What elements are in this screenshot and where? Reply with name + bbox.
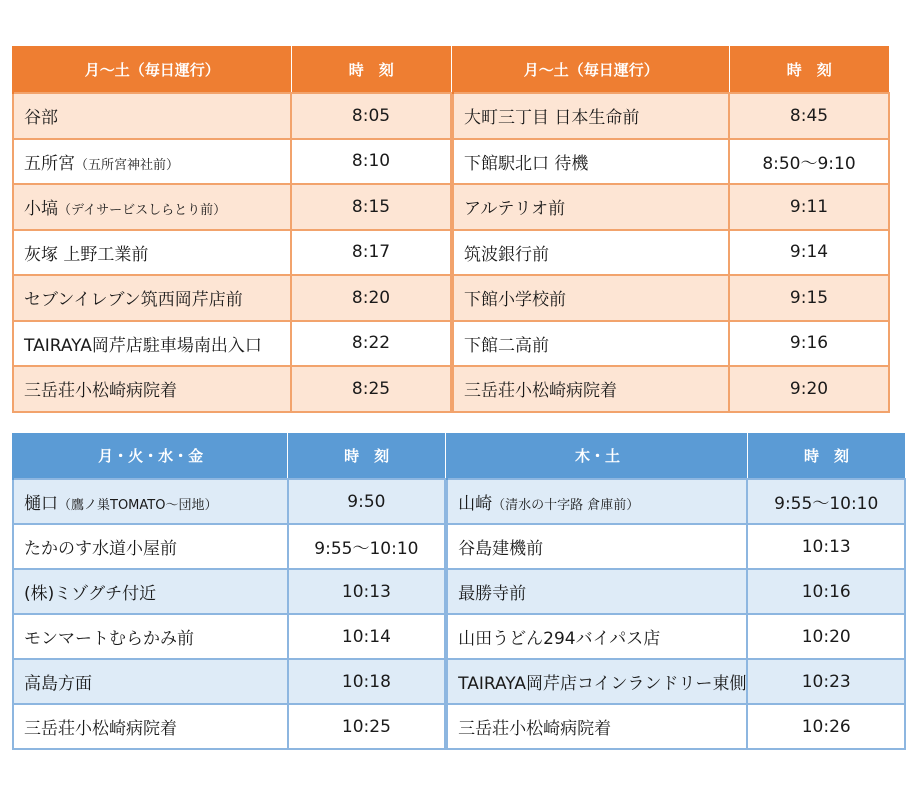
stop-time: 9:14: [729, 230, 889, 276]
stop-name: (株)ミゾグチ付近: [13, 569, 288, 614]
table-row: [13, 184, 889, 230]
stop-name: モンマートむらかみ前: [13, 614, 288, 659]
stop-name: 筑波銀行前: [453, 230, 729, 276]
stop-name: 三岳荘小松崎病院着: [447, 704, 747, 749]
weekday-left-route-header: 月～土（毎日運行）: [13, 46, 291, 93]
weekday-header-row: [13, 46, 889, 93]
stop-time: 8:10: [291, 139, 451, 185]
stop-time: 9:55～10:10: [288, 524, 446, 569]
stop-name: 灰塚 上野工業前: [13, 230, 291, 276]
stop-time: 10:25: [288, 704, 446, 749]
day-left-route-header: 月・火・水・金: [13, 433, 288, 479]
stop-note: （五所宮神社前）: [75, 157, 180, 173]
table-row: [13, 614, 905, 659]
weekday-right-route-header: 月～土（毎日運行）: [453, 46, 729, 93]
day-header-row: [13, 433, 905, 479]
stop-name: 高島方面: [13, 659, 288, 704]
stop-name: たかのす水道小屋前: [13, 524, 288, 569]
table-row: [13, 524, 905, 569]
table-row: [13, 139, 889, 185]
stop-time: 10:13: [747, 524, 905, 569]
day-left-time-header: 時 刻: [288, 433, 446, 479]
stop-name: 下館駅北口 待機: [453, 139, 729, 185]
table-row: [13, 275, 889, 321]
stop-name: 小塙（デイサービスしらとり前）: [13, 184, 291, 230]
stop-name: 三岳荘小松崎病院着: [453, 366, 729, 412]
stop-time: 10:18: [288, 659, 446, 704]
weekday-left-time-header: 時 刻: [291, 46, 451, 93]
stop-name: 下館二高前: [453, 321, 729, 367]
stop-name: アルテリオ前: [453, 184, 729, 230]
stop-time: 10:16: [747, 569, 905, 614]
table-row: [13, 230, 889, 276]
weekday-right-time-header: 時 刻: [729, 46, 889, 93]
stop-time: 8:45: [729, 93, 889, 139]
stop-note: （鷹ノ巣TOMATO～団地）: [58, 498, 218, 513]
stop-name: セブンイレブン筑西岡芹店前: [13, 275, 291, 321]
table-row: [13, 659, 905, 704]
table-row: [13, 93, 889, 139]
stop-time: 8:50～9:10: [729, 139, 889, 185]
table-row: [13, 366, 889, 412]
stop-time: 10:26: [747, 704, 905, 749]
stop-time: 8:25: [291, 366, 451, 412]
day-timetable: [12, 433, 906, 750]
stop-name: 最勝寺前: [447, 569, 747, 614]
stop-note: （デイサービスしらとり前）: [58, 203, 227, 219]
stop-time: 10:23: [747, 659, 905, 704]
day-right-time-header: 時 刻: [747, 433, 905, 479]
stop-note: （清水の十字路 倉庫前）: [492, 498, 640, 513]
stop-time: 8:22: [291, 321, 451, 367]
stop-name: 谷部: [13, 93, 291, 139]
stop-time: 10:20: [747, 614, 905, 659]
day-right-route-header: 木・土: [447, 433, 747, 479]
table-row: [13, 321, 889, 367]
stop-time: 8:20: [291, 275, 451, 321]
stop-time: 9:50: [288, 479, 446, 524]
stop-name: 山田うどん294バイパス店: [447, 614, 747, 659]
stop-time: 10:13: [288, 569, 446, 614]
stop-time: 8:15: [291, 184, 451, 230]
stop-time: 8:17: [291, 230, 451, 276]
stop-name: 大町三丁目 日本生命前: [453, 93, 729, 139]
stop-time: 9:11: [729, 184, 889, 230]
stop-name: 谷島建機前: [447, 524, 747, 569]
stop-name: 山崎（清水の十字路 倉庫前）: [447, 479, 747, 524]
table-row: [13, 479, 905, 524]
stop-name: 樋口（鷹ノ巣TOMATO～団地）: [13, 479, 288, 524]
stop-name: 下館小学校前: [453, 275, 729, 321]
stop-name: 五所宮（五所宮神社前）: [13, 139, 291, 185]
stop-name: TAIRAYA岡芹店コインランドリー東側: [447, 659, 747, 704]
weekday-timetable: [12, 46, 890, 413]
table-row: [13, 569, 905, 614]
stop-name: 三岳荘小松崎病院着: [13, 366, 291, 412]
stop-time: 10:14: [288, 614, 446, 659]
table-row: [13, 704, 905, 749]
stop-time: 9:20: [729, 366, 889, 412]
stop-time: 9:16: [729, 321, 889, 367]
stop-name: 三岳荘小松崎病院着: [13, 704, 288, 749]
stop-name: TAIRAYA岡芹店駐車場南出入口: [13, 321, 291, 367]
stop-time: 9:15: [729, 275, 889, 321]
stop-time: 9:55～10:10: [747, 479, 905, 524]
stop-time: 8:05: [291, 93, 451, 139]
